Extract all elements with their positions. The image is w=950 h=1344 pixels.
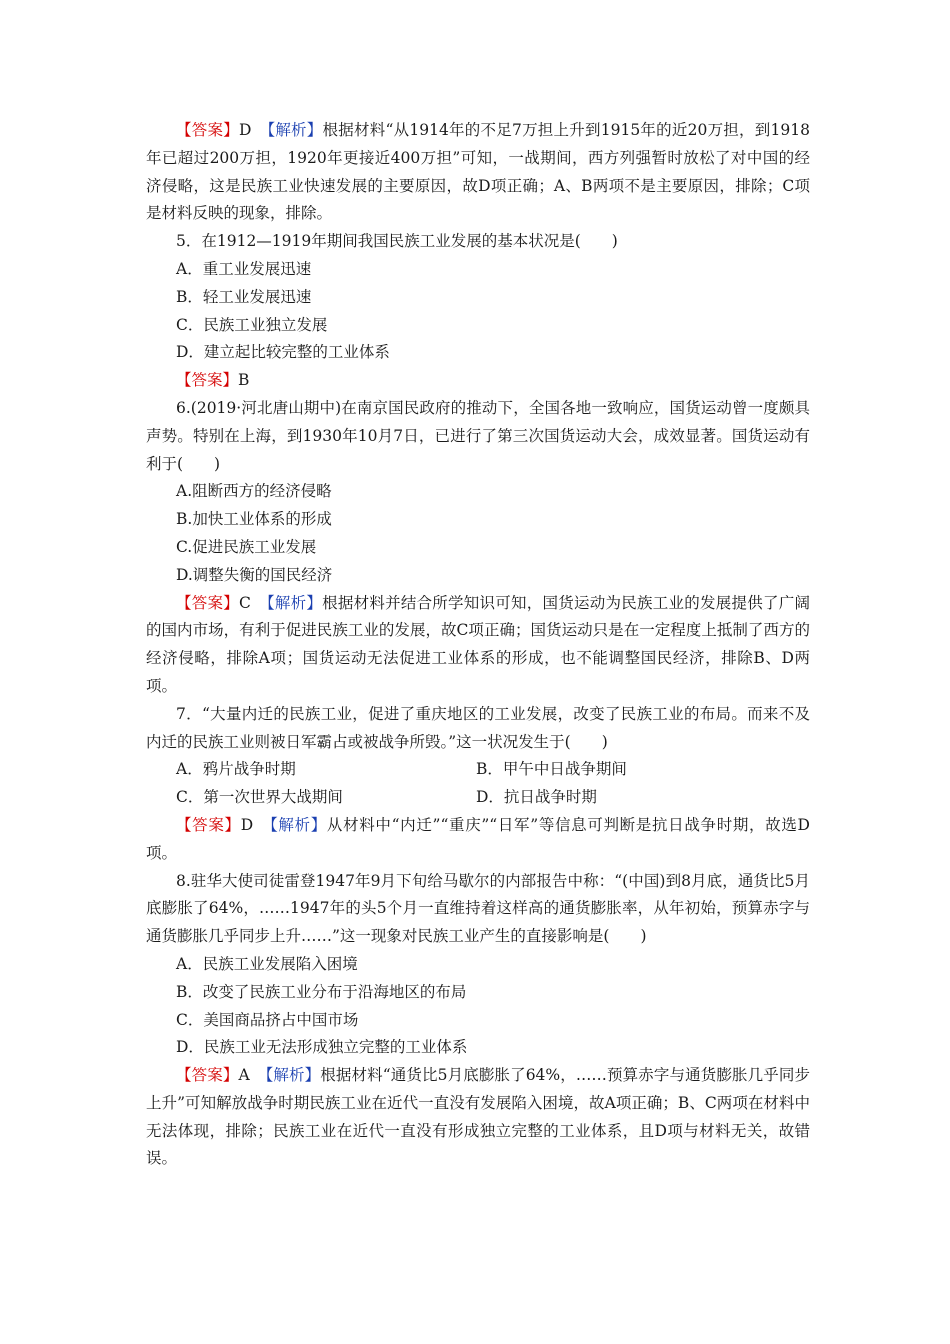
option-d: D．建立起比较完整的工业体系 [176,343,390,362]
question-stem: 5．在1912—1919年期间我国民族工业发展的基本状况是( ) [176,232,618,251]
answer-tag: 【答案】 [176,121,239,139]
option-d: D．民族工业无法形成独立完整的工业体系 [176,1038,468,1057]
q4-answer-analysis [146,117,810,228]
option-c: C．民族工业独立发展 [176,315,328,334]
option-d: D．抗日战争时期 [476,788,597,807]
analysis-tag: 【解析】 [266,593,323,612]
analysis-text: 根据材料并结合所学知识可知，国货运动为民族工业的发展提供了广阔的国内市场，有利于促进民族工业的发展，故C项正确；国货运动只是在一定程度上抵制了西方的经济侵略，排除A项；国货运动无法促进工业体系的形成，也不能调整国民经济，排除B、D两项。 [146,593,810,695]
answer-value: D [240,815,254,834]
q5-answer [146,367,810,395]
option-a: A.阻断西方的经济侵略 [176,482,332,501]
answer-value: C [238,593,251,612]
answer-value: D [238,121,252,139]
q8-answer-analysis [146,1062,810,1173]
option-row [146,756,810,784]
document-page [146,117,810,1173]
option-b: B．改变了民族工业分布于沿海地区的布局 [176,982,467,1001]
analysis-text: 根据材料“从1914年的不足7万担上升到1915年的近20万担，到1918年已超过200万担，1920年更接近400万担”可知，一战期间，西方列强暂时放松了对中国的经济侵略，这是民族工业快速发展的主要原因，故D项正确；A、B两项不是主要原因，排除；C项是材料反映的现象，排除。 [146,121,810,223]
analysis-text: 从材料中“内迁”“重庆”“日军”等信息可判断是抗日战争时期，故选D项。 [146,815,810,862]
option-b: B．甲午中日战争期间 [476,760,627,779]
option-c: C．美国商品挤占中国市场 [176,1010,359,1029]
answer-value: B [238,371,250,390]
option-a: A．重工业发展迅速 [176,259,312,278]
option-d: D.调整失衡的国民经济 [176,565,333,584]
answer-tag: 【答案】 [176,371,239,390]
option-c: C．第一次世界大战期间 [176,788,343,807]
answer-tag: 【答案】 [176,1066,239,1085]
option-a: A．鸦片战争时期 [176,760,296,779]
option-a: A．民族工业发展陷入困境 [176,954,358,973]
option-b: B.加快工业体系的形成 [176,510,332,529]
option-b: B．轻工业发展迅速 [176,287,312,306]
q6-answer-analysis [146,590,810,701]
option-row [146,784,810,812]
question-stem: 6.(2019·河北唐山期中)在南京国民政府的推动下，全国各地一致响应，国货运动曾一度颇具声势。特别在上海，到1930年10月7日，已进行了第三次国货运动大会，成效显著。国货运动有利于( ) [146,398,810,473]
answer-tag: 【答案】 [176,593,239,612]
q7-answer-analysis [146,812,810,868]
analysis-text: 根据材料“通货比5月底膨胀了64%，……预算赤字与通货膨胀几乎同步上升”可知解放战争时期民族工业在近代一直没有发展陷入困境，故A项正确；B、C两项在材料中无法体现，排除；民族工业在近代一直没有形成独立完整的工业体系，且D项与材料无关，故错误。 [146,1066,810,1168]
answer-value: A [238,1066,250,1085]
option-c: C.促进民族工业发展 [176,537,317,556]
analysis-tag: 【解析】 [265,1066,321,1085]
analysis-tag: 【解析】 [269,815,327,834]
question-stem: 8.驻华大使司徒雷登1947年9月下旬给马歇尔的内部报告中称：“(中国)到8月底，通货比5月底膨胀了64%，……1947年的头5个月一直维持着这样高的通货膨胀率，从年初始，预算赤字与通货膨胀几乎同步上升……”这一现象对民族工业产生的直接影响是( ) [146,871,810,946]
question-stem: 7．“大量内迁的民族工业，促进了重庆地区的工业发展，改变了民族工业的布局。而来不及内迁的民族工业则被日军霸占或被战争所毁。”这一状况发生于( ) [146,704,810,751]
answer-tag: 【答案】 [176,815,241,834]
analysis-tag: 【解析】 [267,121,323,139]
